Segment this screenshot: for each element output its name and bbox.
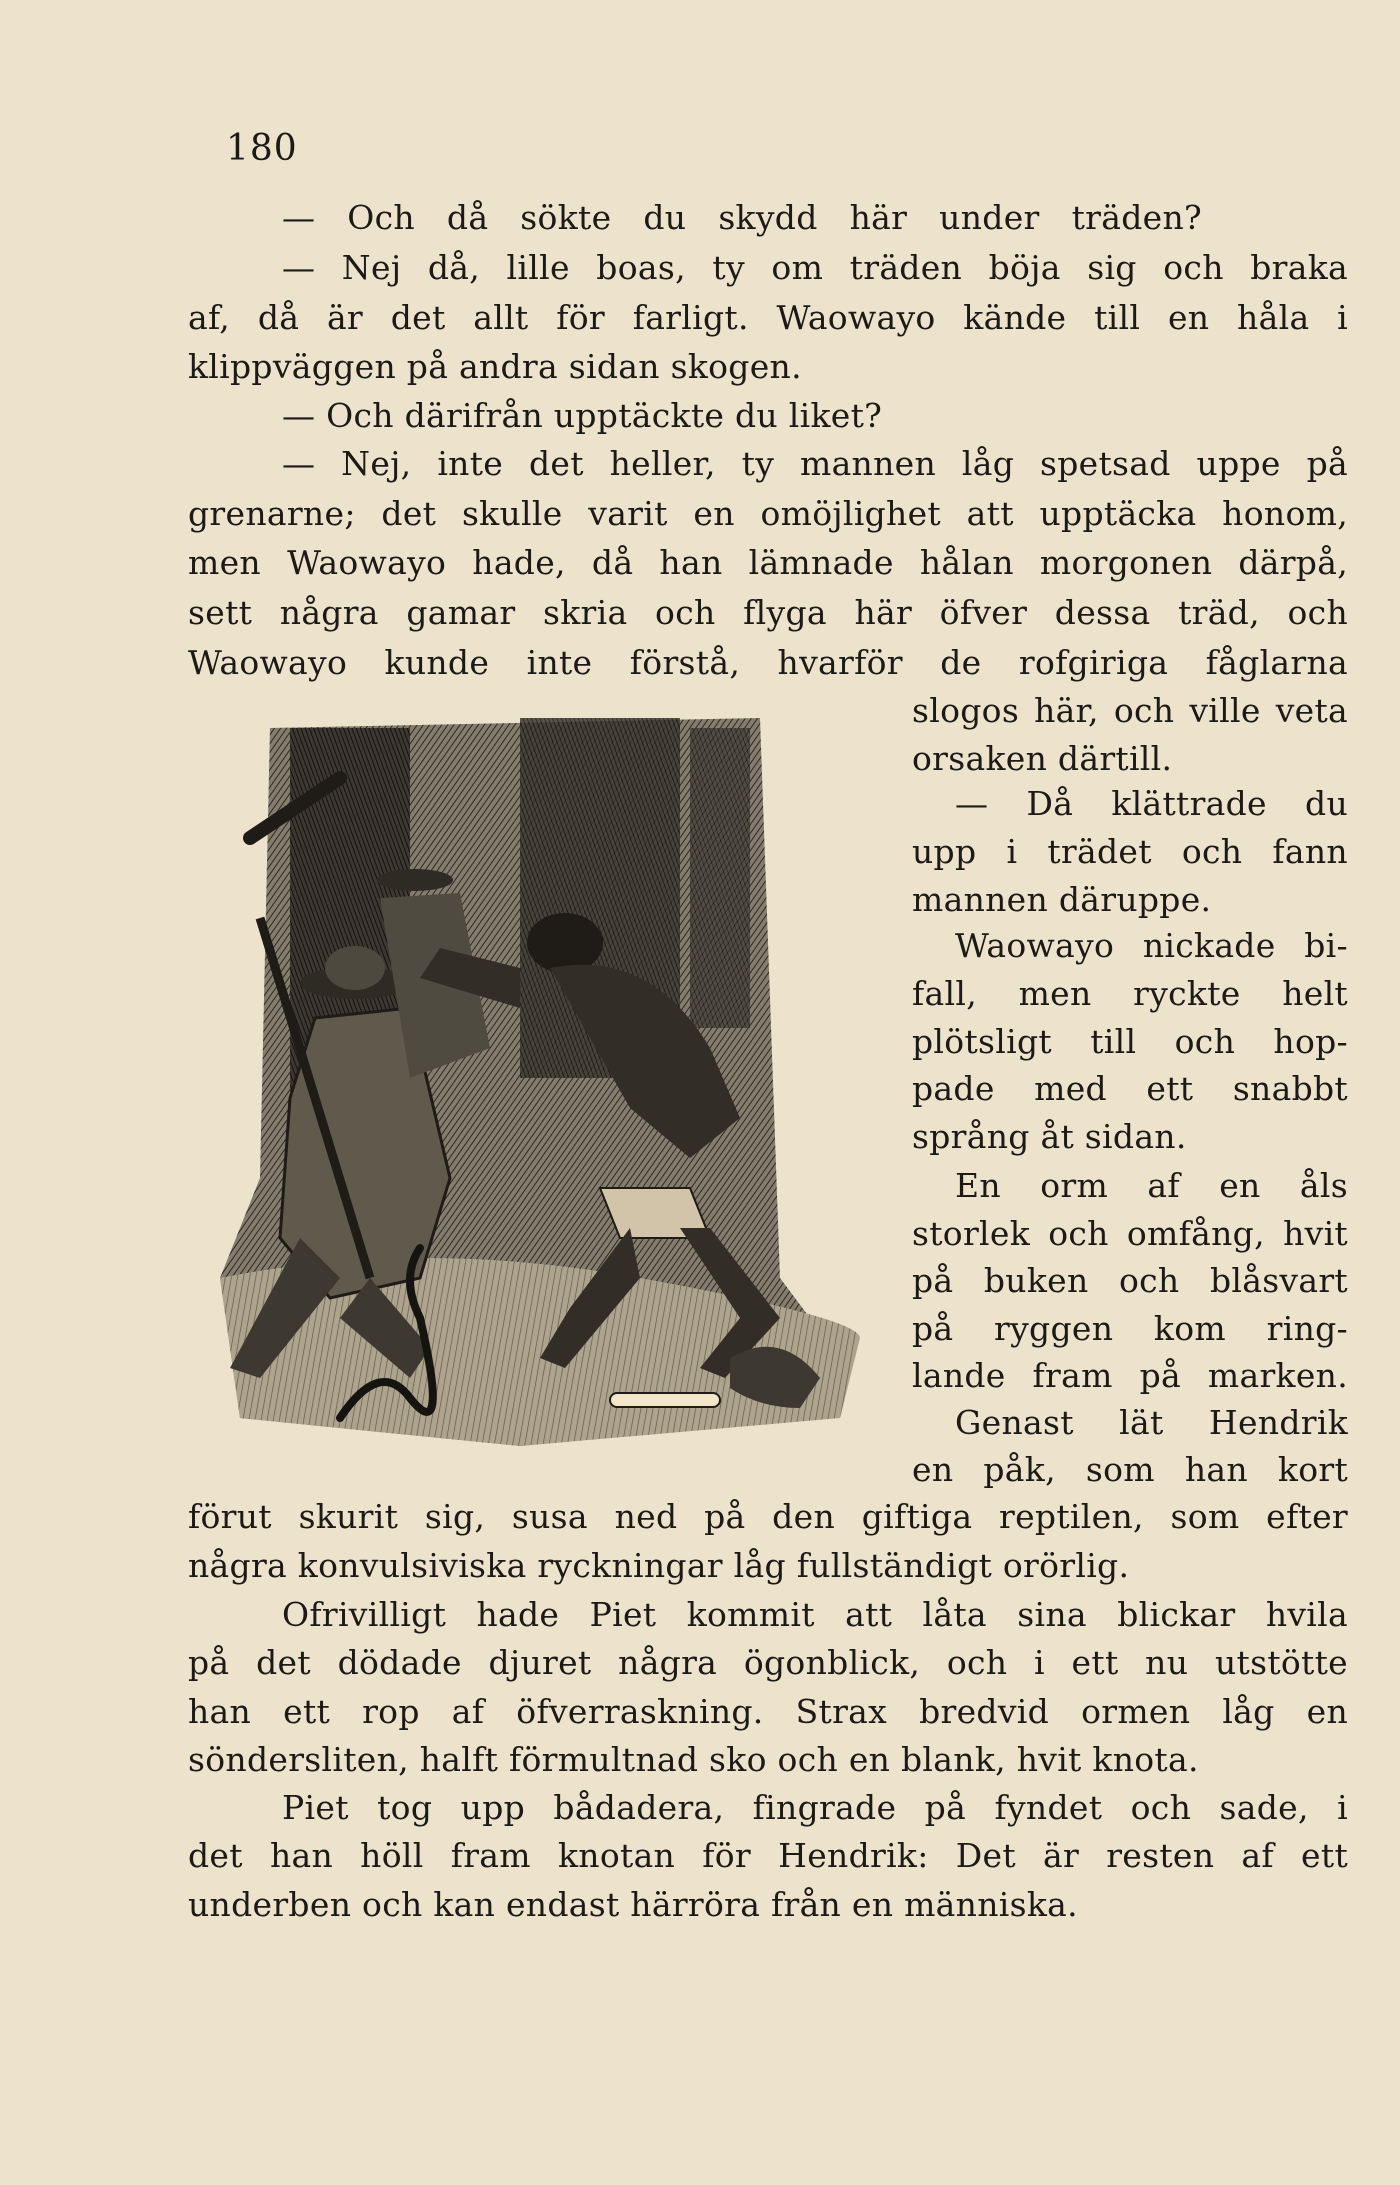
text-line: — Och då sökte du skydd här under träden?: [282, 198, 1202, 237]
text-line: förut skurit sig, susa ned på den giftiga reptilen, som efter: [188, 1497, 1348, 1536]
text-line: storlek och omfång, hvit: [912, 1214, 1348, 1253]
text-line: Genast lät Hendrik: [955, 1403, 1348, 1442]
text-line: Waowayo kunde inte förstå, hvarför de rofgiriga fåglarna: [188, 643, 1348, 682]
text-line: några konvulsiviska ryckningar låg fullständigt orörlig.: [188, 1546, 1130, 1585]
text-line: Piet tog upp bådadera, fingrade på fyndet och sade, i: [282, 1788, 1348, 1827]
text-line: af, då är det allt för farligt. Waowayo kände till en håla i: [188, 298, 1348, 337]
text-line: söndersliten, halft förmultnad sko och en blank, hvit knota.: [188, 1740, 1199, 1779]
text-line: sett några gamar skria och flyga här öfver dessa träd, och: [188, 593, 1348, 632]
text-line: på buken och blåsvart: [912, 1261, 1348, 1300]
text-line: det han höll fram knotan för Hendrik: Det är resten af ett: [188, 1836, 1348, 1875]
text-line: plötsligt till och hop-: [912, 1022, 1348, 1061]
text-line: men Waowayo hade, då han lämnade hålan morgonen därpå,: [188, 543, 1348, 582]
text-line: — Då klättrade du: [955, 784, 1348, 823]
text-line: Ofrivilligt hade Piet kommit att låta sina blickar hvila: [282, 1595, 1348, 1634]
text-line: upp i trädet och fann: [912, 832, 1348, 871]
text-line: En orm af en åls: [955, 1166, 1348, 1205]
text-line: fall, men ryckte helt: [912, 974, 1348, 1013]
text-line: orsaken därtill.: [912, 739, 1173, 778]
text-line: grenarne; det skulle varit en omöjlighet att upptäcka honom,: [188, 494, 1348, 533]
text-line: på det dödade djuret några ögonblick, och i ett nu utstötte: [188, 1643, 1348, 1682]
illustration: [220, 718, 882, 1446]
page-number: 180: [226, 128, 298, 169]
text-line: — Nej då, lille boas, ty om träden böja sig och braka: [282, 248, 1348, 287]
text-line: slogos här, och ville veta: [912, 691, 1348, 730]
text-line: pade med ett snabbt: [912, 1069, 1348, 1108]
text-line: underben och kan endast härröra från en människa.: [188, 1885, 1078, 1924]
text-line: klippväggen på andra sidan skogen.: [188, 347, 802, 386]
text-line: en påk, som han kort: [912, 1450, 1348, 1489]
text-line: Waowayo nickade bi-: [955, 926, 1348, 965]
text-line: mannen däruppe.: [912, 880, 1212, 919]
text-line: språng åt sidan.: [912, 1117, 1187, 1156]
text-line: på ryggen kom ring-: [912, 1309, 1348, 1348]
text-line: lande fram på marken.: [912, 1356, 1348, 1395]
text-line: han ett rop af öfverraskning. Strax bredvid ormen låg en: [188, 1692, 1348, 1731]
text-line: — Nej, inte det heller, ty mannen låg spetsad uppe på: [282, 444, 1348, 483]
text-line: — Och därifrån upptäckte du liket?: [282, 396, 883, 435]
